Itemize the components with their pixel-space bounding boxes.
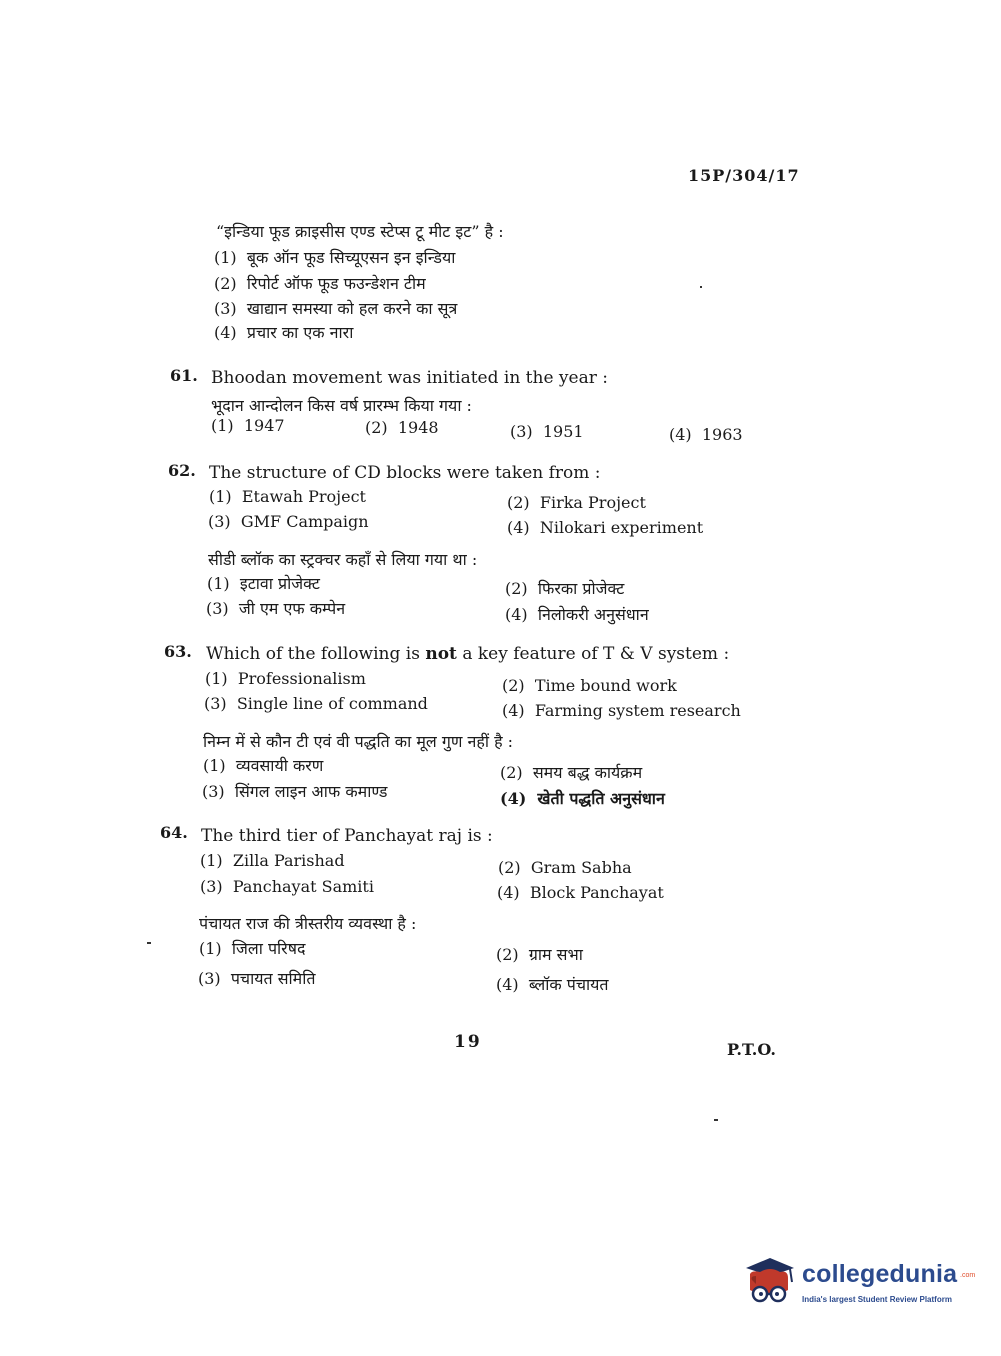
- q64-option-en-3: (3) Panchayat Samiti: [200, 877, 374, 896]
- q64-hindi-text: पंचायत राज की त्रीस्तरीय व्यवस्था है :: [199, 914, 417, 933]
- q60-option-1: (1) बूक ऑन फूड सिच्यूएसन इन इन्डिया: [214, 248, 456, 267]
- q62-number: 62.: [168, 461, 196, 480]
- q64-english-text: The third tier of Panchayat raj is :: [201, 826, 493, 846]
- q63-option-hi-3: (3) सिंगल लाइन आफ कमाण्ड: [202, 782, 388, 801]
- q61-option-1: (1) 1947: [211, 416, 285, 435]
- collegedunia-logo[interactable]: [740, 1250, 975, 1310]
- logo-tagline: India's largest Student Review Platform: [802, 1295, 952, 1304]
- q63-option-hi-1: (1) व्यवसायी करण: [203, 756, 324, 775]
- q64-option-hi-1: (1) जिला परिषद: [199, 939, 306, 958]
- q63-english-text: Which of the following is not a key feature of T & V system :: [206, 644, 730, 664]
- q60-option-3: (3) खाद्यान समस्या को हल करने का सूत्र: [214, 299, 458, 318]
- q61-option-3: (3) 1951: [510, 422, 584, 441]
- q62-english-text: The structure of CD blocks were taken from :: [209, 463, 601, 483]
- pto-label: P.T.O.: [727, 1040, 776, 1059]
- scan-speck: [147, 942, 151, 944]
- q61-english-text: Bhoodan movement was initiated in the year :: [211, 368, 608, 388]
- q63-option-en-1: (1) Professionalism: [205, 669, 366, 688]
- q64-option-en-4: (4) Block Panchayat: [497, 883, 664, 902]
- q63-option-en-3: (3) Single line of command: [204, 694, 428, 713]
- q63-option-hi-4: (4) खेती पद्धति अनुसंधान: [500, 789, 665, 808]
- q62-option-hi-4: (4) निलोकरी अनुसंधान: [505, 605, 649, 624]
- q63-option-hi-2: (2) समय बद्ध कार्यक्रम: [500, 763, 643, 782]
- logo-suffix: .com: [960, 1272, 976, 1279]
- q62-option-hi-1: (1) इटावा प्रोजेक्ट: [207, 574, 320, 593]
- q62-option-en-2: (2) Firka Project: [507, 493, 646, 512]
- scan-speck: [714, 1119, 718, 1121]
- q62-option-en-3: (3) GMF Campaign: [208, 512, 369, 531]
- q62-option-en-4: (4) Nilokari experiment: [507, 518, 704, 537]
- q61-number: 61.: [170, 366, 198, 385]
- q63-option-en-4: (4) Farming system research: [502, 701, 741, 720]
- q62-hindi-text: सीडी ब्लॉक का स्ट्रक्चर कहाँ से लिया गया था :: [208, 550, 478, 569]
- q61-hindi-text: भूदान आन्दोलन किस वर्ष प्रारम्भ किया गया :: [211, 396, 472, 415]
- q62-option-hi-3: (3) जी एम एफ कम्पेन: [206, 599, 346, 618]
- q64-option-hi-4: (4) ब्लॉक पंचायत: [496, 975, 609, 994]
- q64-number: 64.: [160, 823, 188, 842]
- q61-option-2: (2) 1948: [365, 418, 439, 437]
- mascot-icon: [740, 1250, 798, 1310]
- q63-option-en-2: (2) Time bound work: [502, 676, 677, 695]
- scan-speck: [700, 286, 702, 288]
- q60-hindi-text: “इन्डिया फूड क्राइसीस एण्ड स्टेप्स टू मीट इट” है :: [216, 222, 504, 241]
- q61-option-4: (4) 1963: [669, 425, 743, 444]
- q64-option-hi-3: (3) पचायत समिति: [198, 969, 316, 988]
- q64-option-en-1: (1) Zilla Parishad: [200, 851, 345, 870]
- page-number: 19: [454, 1032, 482, 1052]
- q62-option-en-1: (1) Etawah Project: [209, 487, 366, 506]
- q62-option-hi-2: (2) फिरका प्रोजेक्ट: [505, 579, 625, 598]
- paper-code: 15P/304/17: [688, 166, 800, 185]
- q63-number: 63.: [164, 642, 192, 661]
- q64-option-en-2: (2) Gram Sabha: [498, 858, 632, 877]
- logo-wordmark: collegedunia: [802, 1260, 958, 1288]
- q60-option-2: (2) रिपोर्ट ऑफ फूड फउन्डेशन टीम: [214, 274, 426, 293]
- q64-option-hi-2: (2) ग्राम सभा: [496, 945, 583, 964]
- q63-hindi-text: निम्न में से कौन टी एवं वी पद्धति का मूल गुण नहीं है :: [203, 732, 514, 751]
- q60-option-4: (4) प्रचार का एक नारा: [214, 323, 354, 342]
